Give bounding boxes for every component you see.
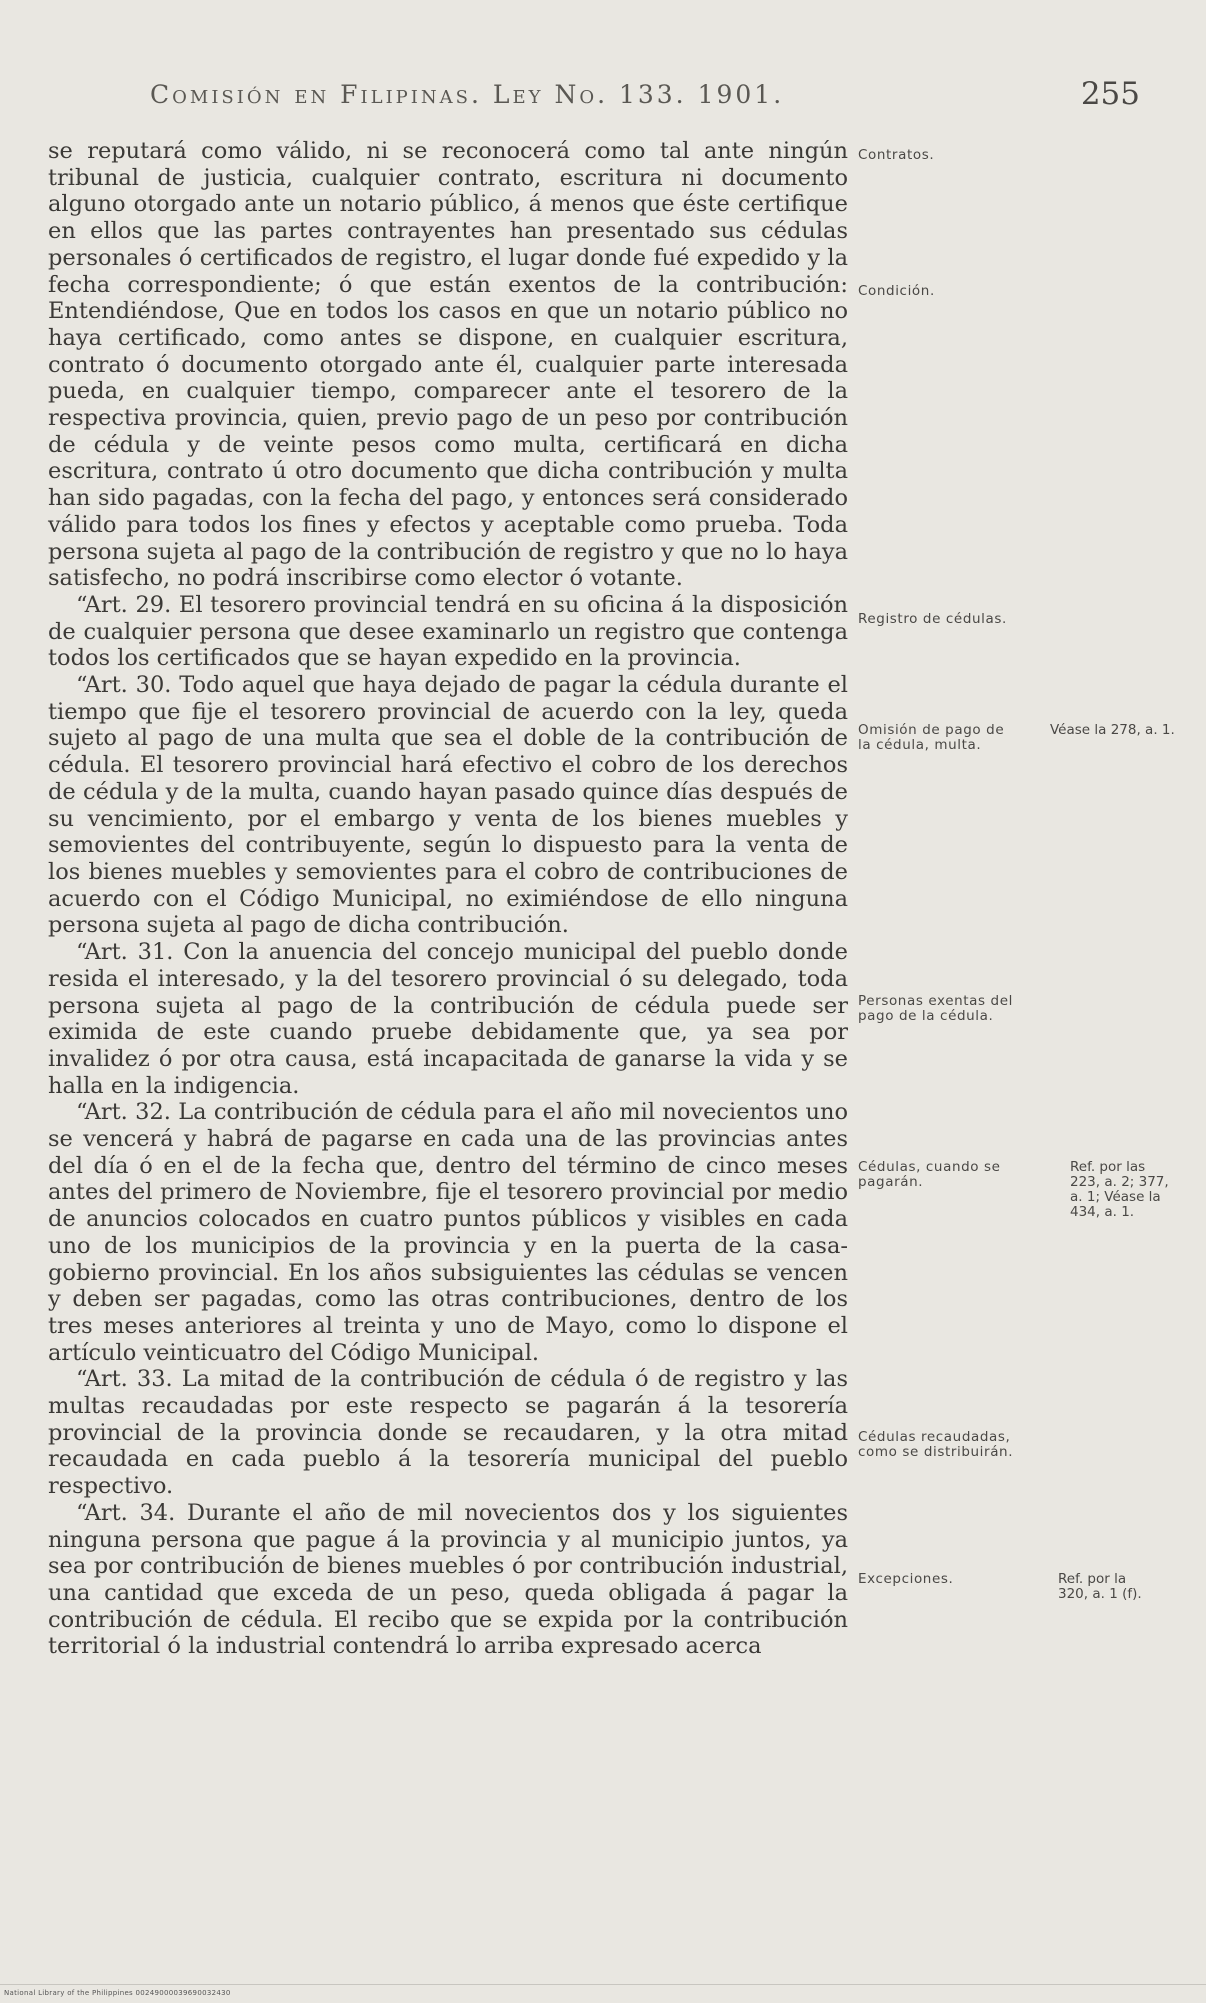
margin-ref-278: Véase la 278, a. 1.	[1050, 722, 1175, 738]
footer-library-id: National Library of the Philippines 00249000039690032430	[4, 1989, 231, 1997]
paragraph-art-31: “Art. 31. Con la anuencia del concejo municipal del pueblo donde resida el interesado, y la del tesorero provincial ó su delegado, toda persona sujeta al pago de la contribución de cédula puede ser eximida de este cuando pruebe debidamente que, ya sea por invalidez ó por otra causa, está incapacitada de ganarse la vida y se halla en la indigencia.	[48, 939, 848, 1099]
margin-note-cedulas-recaudadas: Cédulas recaudadas, como se distribuirán.	[858, 1429, 1014, 1460]
page-header	[150, 76, 1140, 120]
running-title: Comisión en Filipinas. Ley No. 133. 1901.	[150, 80, 785, 109]
margin-note-cedulas-cuando: Cédulas, cuando se pagarán.	[858, 1159, 1001, 1190]
footer-divider	[0, 1984, 1206, 1985]
paragraph-art-32: “Art. 32. La contribución de cédula para el año mil novecientos uno se vencerá y habrá de pagarse en cada una de las provincias antes del día ó en el de la fecha que, dentro del término de cinco meses antes del primero de Noviembre, fije el tesorero provincial por medio de anuncios colocados en cuatro puntos públicos y visibles en cada uno de los municipios de la provincia y en la puerta de la casa-gobierno provincial. En los años subsiguientes las cédulas se vencen y deben ser pagadas, como las otras contribuciones, dentro de los tres meses anteriores al treinta y uno de Mayo, como lo dispone el artículo veinticuatro del Código Municipal.	[48, 1099, 848, 1366]
margin-note-condicion: Condición.	[858, 283, 935, 299]
paragraph-continuation: se reputará como válido, ni se reconocerá como tal ante ningún tribunal de justicia, cualquier contrato, escritura ni documento alguno otorgado ante un notario público, á menos que éste certifique en ellos que las partes contrayentes han presentado sus cédulas personales ó certificados de registro, el lugar donde fué expedido y la fecha correspondiente; ó que están exentos de la contribución: Entendiéndose, Que en todos los casos en que un notario público no haya certificado, como antes se dispone, en cualquier escritura, contrato ó documento otorgado ante él, cualquier parte interesada pueda, en cualquier tiempo, comparecer ante el tesorero de la respectiva provincia, quien, previo pago de un peso por contribución de cédula y de veinte pesos como multa, certificará en dicha escritura, contrato ú otro documento que dicha contribución y multa han sido pagadas, con la fecha del pago, y entonces será considerado válido para todos los fines y efectos y aceptable como prueba. Toda persona sujeta al pago de la contribución de registro y que no lo haya satisfecho, no podrá inscribirse como elector ó votante.	[48, 138, 848, 592]
margin-note-contratos: Contratos.	[858, 147, 935, 163]
margin-note-registro: Registro de cédulas.	[858, 611, 1007, 627]
margin-note-personas-exentas: Personas exentas del pago de la cédula.	[858, 993, 1013, 1024]
margin-ref-223: Ref. por las 223, a. 2; 377, a. 1; Véase la 434, a. 1.	[1070, 1159, 1169, 1220]
margin-ref-320: Ref. por la 320, a. 1 (f).	[1058, 1571, 1142, 1602]
page-number: 255	[1080, 76, 1140, 112]
paragraph-art-34: “Art. 34. Durante el año de mil novecientos dos y los siguientes ninguna persona que pague á la provincia y al municipio juntos, ya sea por contribución de bienes muebles ó por contribución industrial, una cantidad que exceda de un peso, queda obligada á pagar la contribución de cédula. El recibo que se expida por la contribución territorial ó la industrial contendrá lo arriba expresado acerca	[48, 1499, 848, 1660]
paragraph-art-29: “Art. 29. El tesorero provincial tendrá en su oficina á la disposición de cualquier persona que desee examinarlo un registro que contenga todos los certificados que se hayan expedido en la provincia.	[48, 591, 848, 672]
paragraph-art-33: “Art. 33. La mitad de la contribución de cédula ó de registro y las multas recaudadas por este respecto se pagarán á la tesorería provincial de la provincia donde se recaudaren, y la otra mitad recaudada en cada pueblo á la tesorería municipal del pueblo respectivo.	[48, 1366, 848, 1500]
margin-note-excepciones: Excepciones.	[858, 1571, 954, 1587]
margin-note-omision: Omisión de pago de la cédula, multa.	[858, 722, 1005, 753]
paragraph-art-30: “Art. 30. Todo aquel que haya dejado de pagar la cédula durante el tiempo que fije el tesorero provincial de acuerdo con la ley, queda sujeto al pago de una multa que sea el doble de la contribución de cédula. El tesorero provincial hará efectivo el cobro de los derechos de cédula y de la multa, cuando hayan pasado quince días después de su vencimiento, por el embargo y venta de los bienes muebles y semovientes del contribuyente, según lo dispuesto para la venta de los bienes muebles y semovientes para el cobro de contribuciones de acuerdo con el Código Municipal, no eximiéndose de ello ninguna persona sujeta al pago de dicha contribución.	[48, 672, 848, 939]
body-text	[48, 138, 848, 1660]
